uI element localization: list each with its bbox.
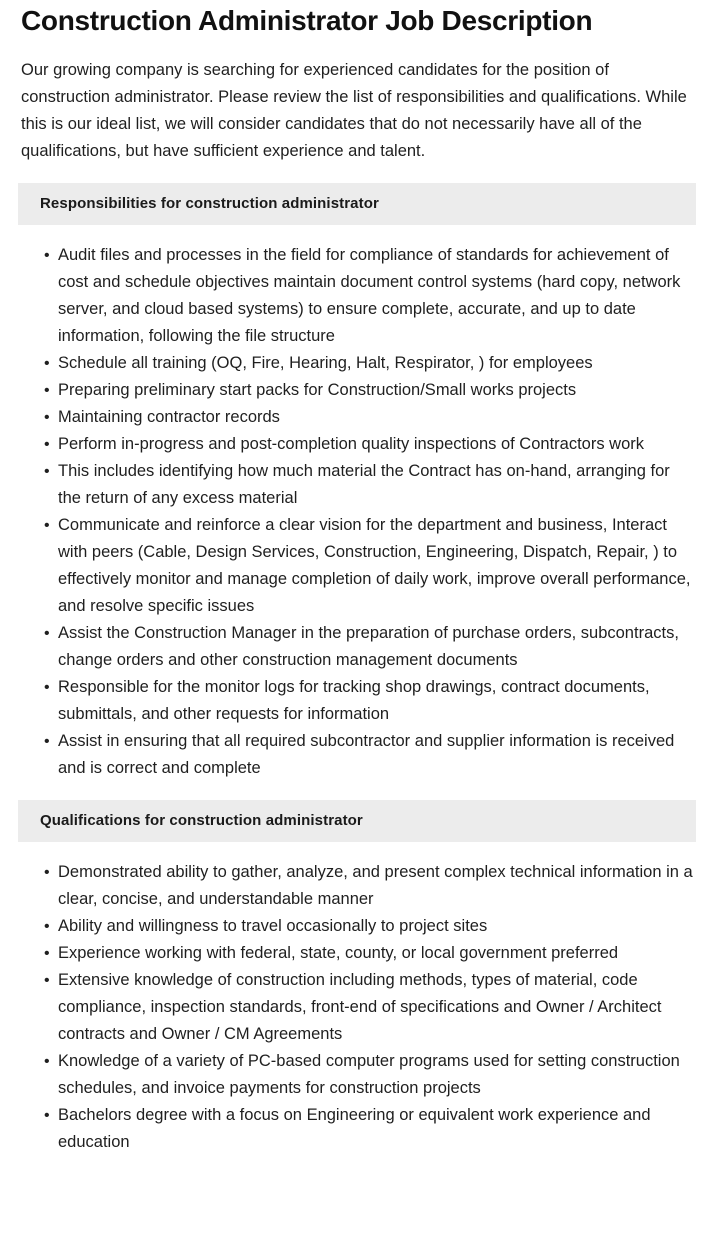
list-item: • Audit files and processes in the field for compliance of standards for achievement of cost and schedule objectives maintain document control systems (hard copy, network server, and cloud based systems) to ensure complete, accurate, and up to date information, following the file structure — [44, 242, 694, 350]
list-item: • Experience working with federal, state, county, or local government preferred — [44, 940, 694, 967]
list-item: • Ability and willingness to travel occasionally to project sites — [44, 913, 694, 940]
job-section — [0, 800, 720, 1156]
list-item: • Bachelors degree with a focus on Engineering or equivalent work experience and education — [44, 1102, 694, 1156]
job-section — [0, 183, 720, 782]
list-item: • Preparing preliminary start packs for Construction/Small works projects — [44, 377, 694, 404]
list-item: • Extensive knowledge of construction including methods, types of material, code compliance, inspection standards, front-end of specifications and Owner / Architect contracts and Owner / CM Agreements — [44, 967, 694, 1048]
page-title: Construction Administrator Job Description — [21, 5, 593, 36]
list-item: • Knowledge of a variety of PC-based computer programs used for setting construction schedules, and invoice payments for construction projects — [44, 1048, 694, 1102]
list-item: • Assist the Construction Manager in the preparation of purchase orders, subcontracts, change orders and other construction management documents — [44, 620, 694, 674]
list-item: • Communicate and reinforce a clear vision for the department and business, Interact with peers (Cable, Design Services, Construction, Engineering, Dispatch, Repair, ) to effectively monitor and manage completion of daily work, improve overall performance, and resolve specific issues — [44, 512, 694, 620]
section-bullet-list — [0, 842, 720, 1156]
section-header-band — [18, 800, 696, 842]
sections-container — [0, 183, 720, 1156]
list-item: • Maintaining contractor records — [44, 404, 694, 431]
list-item: • This includes identifying how much material the Contract has on-hand, arranging for the return of any excess material — [44, 458, 694, 512]
list-item: • Perform in-progress and post-completion quality inspections of Contractors work — [44, 431, 694, 458]
section-bullet-list — [0, 225, 720, 782]
list-item: • Demonstrated ability to gather, analyze, and present complex technical information in a clear, concise, and understandable manner — [44, 859, 694, 913]
list-item: • Schedule all training (OQ, Fire, Hearing, Halt, Respirator, ) for employees — [44, 350, 694, 377]
bottom-spacer — [0, 1156, 720, 1176]
section-header-band — [18, 183, 696, 225]
list-item: • Responsible for the monitor logs for tracking shop drawings, contract documents, submittals, and other requests for information — [44, 674, 694, 728]
section-header-label: Responsibilities for construction administrator — [40, 195, 379, 212]
intro-paragraph: Our growing company is searching for experienced candidates for the position of construction administrator. Please review the list of responsibilities and qualifications. While this is our ideal list, we will consider candidates that do not necessarily have all of the qualifications, but have sufficient experience and talent. — [21, 61, 687, 160]
section-header-label: Qualifications for construction administrator — [40, 812, 363, 829]
list-item: • Assist in ensuring that all required subcontractor and supplier information is received and is correct and complete — [44, 728, 694, 782]
